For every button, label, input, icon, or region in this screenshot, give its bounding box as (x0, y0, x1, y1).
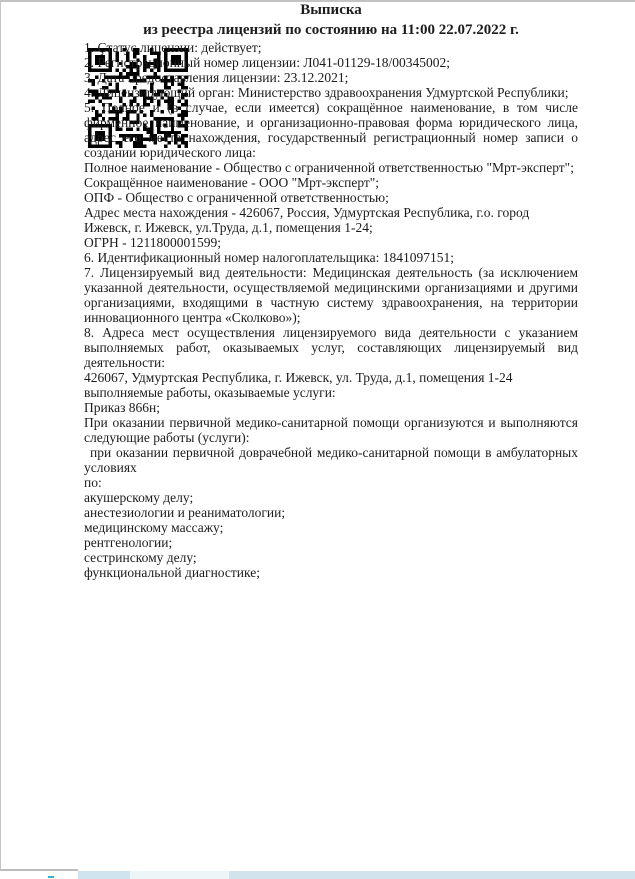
footer-strip-middle (130, 871, 229, 879)
org-ogrn: ОГРН - 1211800001599; (84, 235, 222, 250)
org-legal-form: ОПФ - Общество с ограниченной ответственностью; (84, 190, 389, 205)
footer-strip-left (78, 871, 130, 879)
page-border-left (0, 0, 1, 871)
order-number: Приказ 866н; (84, 400, 161, 415)
service-item: акушерскому делу; (84, 490, 194, 505)
footer-strip-right (229, 871, 635, 879)
works-intro: выполняемые работы, оказываемые услуги: (84, 385, 336, 400)
license-extract-document (84, 0, 578, 580)
licensing-authority-line: 4. Лицензирующий орган: Министерство здравоохранения Удмуртской Республики; (84, 85, 569, 100)
clause-8-text: 8. Адреса мест осуществления лицензируемого вида деятельности с указанием выполняемых работ, оказываемых услуг, составляющих лицензируемый вид деятельности: (84, 325, 578, 370)
clause-6-inn: 6. Идентификационный номер налогоплательщика: 1841097151; (84, 250, 454, 265)
footer-cyan-dash (48, 876, 54, 878)
license-status-line: 1. Ҫтатус лицензии: действует; (84, 40, 262, 55)
page-border-bottom (0, 869, 78, 871)
service-item: рентгенологии; (84, 535, 173, 550)
works-and-services-list (84, 385, 578, 580)
license-date-line: 3. Дата предоставления лицензии: 23.12.2021; (84, 70, 349, 85)
service-item: медицинскому массажу; (84, 520, 224, 535)
clause-7-activity: 7. Лицензируемый вид деятельности: Медицинская деятельность (за исключением указанной деятельности, осуществляемой медицинскими организациями и другими организациями, входящими в частную систему здравоохранения, на территории инновационного центра «Сколково»); (84, 265, 578, 325)
document-title: Выписка (300, 2, 362, 18)
pre-medical-care-intro-cont: по: (84, 475, 102, 490)
pre-medical-care-intro: при оказании первичной доврачебной медико-санитарной помощи в амбулаторных условиях (84, 445, 578, 475)
org-full-name: Полное наименование - Общество с ограниченной ответственностью "Мрт-эксперт"; (84, 160, 574, 175)
document-subtitle: из реестра лицензий по состоянию на 11:00 22.07.2022 г. (143, 22, 519, 38)
activity-address: 426067, Удмуртская Республика, г. Ижевск, ул. Труда, д.1, помещения 1-24 (84, 370, 513, 385)
service-item: функциональной диагностике; (84, 565, 260, 580)
license-number-line: 2. Регистрационный номер лицензии: Л041-01129-18/00345002; (84, 55, 451, 70)
clause-5-text: 5. Полное и (в случае, если имеется) сокращённое наименование, в том числе фирменное наименование, и организационно-правовая форма юридического лица, адрес его места нахождения, государственный регистрационный номер записи о создании юридического лица: (84, 100, 578, 160)
org-short-name: Сокращённое наименование - ООО "Мрт-эксперт"; (84, 175, 380, 190)
service-item: сестринскому делу; (84, 550, 197, 565)
organization-details (84, 160, 578, 250)
primary-care-intro: При оказании первичной медико-санитарной помощи организуются и выполняются следующие работы (услуги): (84, 415, 578, 445)
service-item: анестезиологии и реаниматологии; (84, 505, 286, 520)
org-address: Адрес места нахождения - 426067, Россия, Удмуртская Республика, г.о. город Ижевск, г. Ижевск, ул.Труда, д.1, помещения 1-24; (84, 205, 530, 235)
